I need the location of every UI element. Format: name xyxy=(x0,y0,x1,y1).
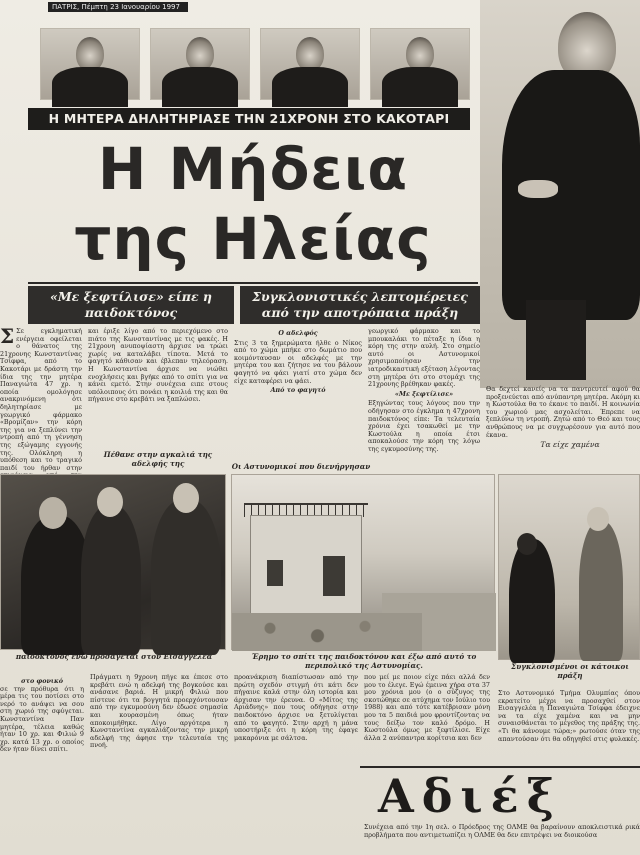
mother-photo xyxy=(480,0,640,388)
kicker-bar: Η ΜΗΤΕΡΑ ΔΗΛΗΤΗΡΙΑΣΕ ΤΗΝ 21ΧΡΟΝΗ ΣΤΟ ΚΑΚΟΤΑΡΙ xyxy=(28,108,470,130)
divider xyxy=(360,766,640,768)
caption-sister: Πέθανε στην αγκαλιά της αδελφής της xyxy=(103,450,213,468)
article-column-1: Σ Σε εγκληματική ενέργεια οφείλεται ο θάνατος της 21χρονης Κωνσταντίνας Τσίφφα, από το Κακοτάρι με δράστη την ίδια της την μητέρα Παναγιώτα 47 χρ. η οποία ομολόγησε ανακρινόμενη ότι δηλητηρίασε με γεωργικό φάρμακο «Βρομίζαν» την κόρη της για να ξεπλύνει την ντροπή από τη γέννηση της εξώγαμης εγγονής της. Ολόκληρη η υπόθεση και το τραγικό παιδί του ήρθαν στην xyxy=(0,324,82,472)
headline xyxy=(28,134,478,274)
caption-house: Έρημο το σπίτι της παιδοκτόνου και έξω από αυτό το περιπολικό της Αστυνομίας. xyxy=(251,652,477,670)
portrait-photo xyxy=(40,28,140,100)
bottom-column-2: Πράγματι η 9χρονη πήγε κα έπεσε στο κρεβάτι ενώ η αδελφή της βογκούσε και ανάσανε βαριά. Η μικρή Φιλιώ που πίστευε ότι τα βογγητά προερχόντουσαν από την εγκυμοσύνη δεν έδωσε σημασία και κουρασμένη όπως ήταν αποκοιμήθηκε. Λίγο αργότερα η Κωνσταντίνα αγκαλιάζοντας την μικρή αδελφή της άφησε την τελευταία της πνοή. xyxy=(90,673,228,750)
masthead-date: ΠΑΤΡΙΣ, Πέμπτη 23 Ιανουαρίου 1997 xyxy=(48,2,188,12)
subhead-right: Συγκλονιστικές λεπτομέρειες από την αποτρόπαια πράξη xyxy=(240,286,480,324)
portrait-photo xyxy=(260,28,360,100)
adies-text: Συνέχεια από την 1η σελ. ο Πρόεδρος της ΟΛΜΕ θα βαραίνουν αποκλειστικά ρικά προβλήματα που αντιμετωπίζει η ΟΛΜΕ θα δεν επιτρέψει να διοικούσα xyxy=(364,823,640,839)
bottom-column-4: που μεί με ποιον είχε πάει αλλά δεν μου το έλεγε. Εγώ έμεινα χήρα στα 37 μου χρόνια μου (ο ο σύζυγος της σκοτώθηκε σε ατύχημα τον Ιούλιο του 1988) και από τότε κατέβρισαν μόνη μου τα 5 παιδιά μου φροντίζοντας να τους δείξω τον καλό δρόμο. Η Κωστούλα όμως με ξεφτίλισε. Είχε άλλα 2 ανύπαντρα κορίτσια και δεν xyxy=(364,673,490,742)
portrait-strip xyxy=(40,28,470,100)
bottom-column-1: στο φονικό σε την πρόθυρα ότι η μέρα τις του ποτίσει στο νερό το ανάψει να σου στη χωριό της σφύγεται. Κωνσταντίνα Παν μητέρα, τέλεια καθώς ήταν 10 χρ. και Φιλιώ 9 χρ. κατά 13 χρ. ο οποίος δεν ήταν δίνει σπίτι. xyxy=(0,677,84,754)
caption-arrest: παιδοκτόνος ενώ προσάγεται στον Εισαγγελέα xyxy=(15,652,213,661)
bottom-column-3: προανάκριση διαπίστωσαν από την πρώτη σχεδόν στιγμή ότι κάτι δεν πήγαινε καλά στην όλη ιστορία και άρχισαν την έρευνα. Ο «Μίτος της Αριάδνης» που τους οδήγησε στην παιδοκτόνο άρχισε να ξετυλίγεται από το φαγητό. Στην αρχή η μάνα υποστήριξε ότι η κόρη της έφαγε μακαρόνια με σάλτσα. xyxy=(234,673,358,742)
headline-line1: Η Μήδεια xyxy=(97,135,409,203)
bottom-column-5: Στο Αστυνομικό Τμήμα Ολυμπίας όπου εκρατείτο μέχρι να προσαχθεί στον Εισαγγελέα η Παναγιώτα Τσίφφα έδειχνε να τα είχε χαμένα και να μην συναισθάνεται το μέγεθος της πράξης της. «Τι θα κάνουμε τώρα;» ρωτούσε όταν της απαντούσαν ότι θα οδηγηθεί στις φυλακές. xyxy=(498,689,640,743)
villagers-photo xyxy=(498,474,640,660)
arrest-photo xyxy=(0,474,226,650)
divider xyxy=(28,282,478,284)
article-column-2: και έριξε λίγο από το περιεχόμενο στο πιάτο της Κωνσταντίνας με τις φακές. Η 21χρονη ανυποψίαστη άρχισε να τρώει χωρίς να καταλάβει τίποτα. Μετά το φαγητό κάθισαν και έβλεπαν τηλεόραση. Η Κωνσταντίνα άρχισε να νιώθει ενοχλήσεις και βγήκε από το σπίτι για να κάνει εμετό. Στην συνέχεια ειπε στους υπόλοιπους ότι πονάει η κοιλιά της και θα πήγαινε στο κρεβάτι να ξαπλώσει. xyxy=(88,327,228,404)
article-column-3: Ο αδελφός Στις 3 τα ξημερώματα ήλθε ο Νίκος από το χώμα μπήκε στο δωμάτιο που κοιμόνταυσαν οι αδελφές με την μητέρα του και ζήτησε να του βάλουν φαγητό να φάει γιατί στο χώμα δεν είχε καταφέρει να φάει. Από το φαγητό xyxy=(234,329,362,395)
headline-line2: της Ηλείας xyxy=(74,205,432,273)
house-photo xyxy=(231,474,495,650)
caption-police: Οι Αστυνομικοί που διενήργησαν xyxy=(231,462,371,471)
article-column-4: γεωργικό φάρμακο και το μπουκαλάκι το πέταξε η ίδια η κόρη της στην αυλή. Στο σημείο αυτό οι Αστυνομικοί χρησιμοποίησαν την ιατροδικαστική εξέταση λέγοντας στη μητέρα ότι στο στομάχι της 21χρονης βρέθηκαν φακές. «Με ξεφτίλισε» Εξηγώντας τους λόγους που την οδήγησαν στο έγκλημα η 47χρονη παιδοκτόνος είπε: Τα τελευταία χρόνια έχει τσακωθεί με την Κωστούλα η οποία έτσι αποκαλούσε την κόρη της λόγω της εγκυμοσύνης της. xyxy=(368,327,480,453)
caption-villagers: Συγκλονισμένοι οι κάτοικοι πράξη xyxy=(511,662,629,680)
portrait-photo xyxy=(150,28,250,100)
adies-headline: Αδιέξ xyxy=(378,769,562,823)
caption-confused: Τα είχε χαμένα xyxy=(540,440,600,449)
subhead-left: «Με ξεφτίλισε» είπε η παιδοκτόνος xyxy=(28,286,234,324)
portrait-photo xyxy=(370,28,470,100)
article-column-right: Θα δεχτεί κανείς να τα παντρευτεί αφού θα προξενεύεται από ανύπαντρη μητέρα. Ακόμη κι η Κωστούλα θα το έκανε το παιδί. Η κοινωνία του χωριού μας ασχολείται. Έπρεπε να ξεπλύνω τη ντροπή. Ζητώ από το Θεό και τους ανθρώπους να με συγχωρέσουν για αυτό που έκανα. xyxy=(486,385,640,439)
